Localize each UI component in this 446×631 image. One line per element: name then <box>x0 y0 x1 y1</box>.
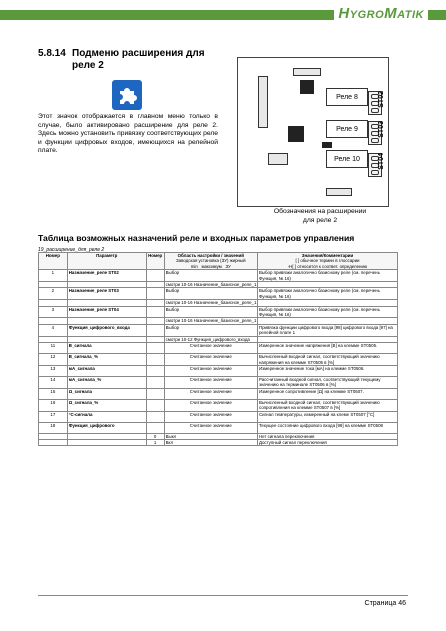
row-number: 16 <box>39 399 68 411</box>
state-value: 1 <box>146 439 164 445</box>
footer-line <box>38 595 408 596</box>
row-param: мA_сигнала <box>67 365 146 376</box>
row-range: Выбор <box>164 324 257 336</box>
row-param: Назначение_реле ST04 <box>67 306 146 318</box>
row-num2 <box>146 288 164 300</box>
state-comment: Нет сигнала переключения <box>257 433 397 439</box>
header-num2: Номер <box>146 253 164 270</box>
state-label: Вкл <box>164 439 257 445</box>
table-row <box>39 376 398 388</box>
section-number: 5.8.14 <box>38 48 66 59</box>
row-comment: Сигнал температуры, измеренный на клеме ST0507 [°C] <box>257 411 397 422</box>
table-row <box>39 365 398 376</box>
table-row <box>39 411 398 422</box>
row-range: Выбор <box>164 270 257 282</box>
chip-1 <box>300 80 314 94</box>
table-row <box>39 399 398 411</box>
row-number: 17 <box>39 411 68 422</box>
row-number: 13 <box>39 365 68 376</box>
chip-2 <box>288 126 304 142</box>
row-num2 <box>146 388 164 399</box>
page-number: Страница 46 <box>364 600 406 607</box>
row-comment: Выбор привязки аналогично базисному реле (см. перечень Функция, № 16) <box>257 306 397 318</box>
header-range: Область настройки / значений Заводская установка (ЗУ) жирный min максимум ЗУ <box>164 253 257 270</box>
row-num2 <box>146 399 164 411</box>
state-label: Выкл <box>164 433 257 439</box>
row-number: 3 <box>39 306 68 318</box>
row-comment: Вычисленный входной сигнал, соответствующий значению сопротивления на клемме ST0507 в [%] <box>257 399 397 411</box>
table-row <box>39 422 398 433</box>
row-number: 11 <box>39 343 68 354</box>
board-caption: Обозначения на расширении для реле 2 <box>273 208 367 224</box>
row-comment: Выбор привязки аналогично базисному реле (см. перечень Функция, № 16) <box>257 270 397 282</box>
table-row <box>39 306 398 318</box>
row-param: Назначение_реле ST03 <box>67 288 146 300</box>
row-num2 <box>146 306 164 318</box>
relay-10: Реле 10 <box>326 150 368 168</box>
row-param: Ω_сигнала_% <box>67 399 146 411</box>
section-title: 5.8.14 Подменю расширения для реле 2 <box>38 48 205 71</box>
table-header-row <box>39 253 398 270</box>
row-range: смотри 10-16 Назначение_базисное_реле_1 <box>165 300 257 306</box>
row-num2 <box>146 376 164 388</box>
relay-8: Реле 8 <box>326 88 368 106</box>
row-range: Считанное значение <box>164 411 257 422</box>
row-number: 2 <box>39 288 68 300</box>
row-number: 12 <box>39 354 68 366</box>
label-st02: ST02 <box>378 91 385 108</box>
table-row <box>39 270 398 282</box>
row-comment: Вычисленный входной сигнал, соответствующий значению напряжения на клемме ST0505 в [%] <box>257 354 397 366</box>
row-param <box>67 439 146 445</box>
row-param: Функция_цифрового_входа <box>67 324 146 336</box>
chip-3 <box>322 142 332 148</box>
row-number: 15 <box>39 388 68 399</box>
row-comment: Привязка функции цифрового входа [98] цифрового входа [97] на релейной плате 1 <box>257 324 397 336</box>
row-num2 <box>146 411 164 422</box>
row-param: Ω_сигнала <box>67 388 146 399</box>
row-number: 18 <box>39 422 68 433</box>
row-comment: Измеренное значение тока [мА] на клемме ST0506. <box>257 365 397 376</box>
row-range: Считанное значение <box>164 376 257 388</box>
table-label: 19_расширение_для_реле 2 <box>38 247 105 253</box>
row-range: смотри 10-12 Функция_цифрового_входа <box>164 336 257 342</box>
row-comment: Измеренное сопротивление [Ω] на клемме ST0507. <box>257 388 397 399</box>
row-number: 14 <box>39 376 68 388</box>
row-param: B_сигнала_% <box>67 354 146 366</box>
parameter-table <box>38 252 398 446</box>
state-row <box>39 439 398 445</box>
label-st03: ST03 <box>378 121 385 138</box>
row-num2 <box>146 354 164 366</box>
puzzle-icon <box>112 80 142 110</box>
row-range: Считанное значение <box>164 399 257 411</box>
row-range: Считанное значение <box>164 422 257 433</box>
row-range: Выбор <box>164 306 257 318</box>
row-num2 <box>146 270 164 282</box>
row-range: Выбор <box>164 288 257 300</box>
header-num: Номер <box>39 253 68 270</box>
row-range: смотри 10-16 Назначение_базисное_реле_1 <box>165 318 257 324</box>
table-row <box>39 388 398 399</box>
row-param: °C-сигнала <box>67 411 146 422</box>
state-value: 0 <box>146 433 164 439</box>
connector-top <box>293 68 321 76</box>
row-param: Назначение_реле ST02 <box>67 270 146 282</box>
header-values: Значения/Комментарии [ ] обычное термин в глоссарии -Н[ ] относится к соответ. определению <box>257 253 397 270</box>
table-row <box>39 354 398 366</box>
row-num2 <box>146 365 164 376</box>
table-row <box>39 288 398 300</box>
row-num2 <box>146 422 164 433</box>
row-number: 4 <box>39 324 68 336</box>
label-st04: ST04 <box>378 153 385 170</box>
row-comment: Измеренное значение напряжения [В] на клемме ST0505. <box>257 343 397 354</box>
row-param: мA_сигнала_% <box>67 376 146 388</box>
row-range: Считанное значение <box>164 365 257 376</box>
row-range: Считанное значение <box>164 354 257 366</box>
row-range: Считанное значение <box>164 343 257 354</box>
connector-bottom <box>326 188 352 196</box>
row-comment: Выбор привязки аналогично базисному реле (см. перечень Функция, № 16) <box>257 288 397 300</box>
row-number <box>39 439 68 445</box>
row-param: B_сигнала <box>67 343 146 354</box>
state-comment: Доступный сигнал переключения <box>257 439 397 445</box>
brand-logo: HYGROMATIK <box>334 3 428 25</box>
pin-header <box>258 76 268 128</box>
row-num2 <box>146 343 164 354</box>
row-number: 1 <box>39 270 68 282</box>
row-range: Считанное значение <box>164 388 257 399</box>
description-paragraph: Этот значок отображается в главном меню только в случае, было активировано расширение для реле 2. Здесь можно установить привязку соответствующих реле и функции цифровых входов, имеющихся на релейной плате. <box>38 113 218 155</box>
table-title: Таблица возможных назначений реле и входных параметров управления <box>38 233 355 243</box>
relay-board-diagram <box>237 57 389 207</box>
row-comment: Рассчитанный входной сигнал, соответствующий текущему значению на терминале ST0506 в [%] <box>257 376 397 388</box>
table-row <box>39 324 398 336</box>
header-param: Параметр <box>67 253 146 270</box>
row-num2 <box>146 324 164 336</box>
relay-9: Реле 9 <box>326 120 368 138</box>
table-row <box>39 343 398 354</box>
row-comment: Текущее состояние цифрового входа [99] на клемме ST0508 <box>257 422 397 433</box>
component <box>268 153 288 165</box>
row-range: смотри 10-16 Назначение_базисное_реле_1 <box>165 282 257 288</box>
row-param: Функция_цифрового <box>67 422 146 433</box>
